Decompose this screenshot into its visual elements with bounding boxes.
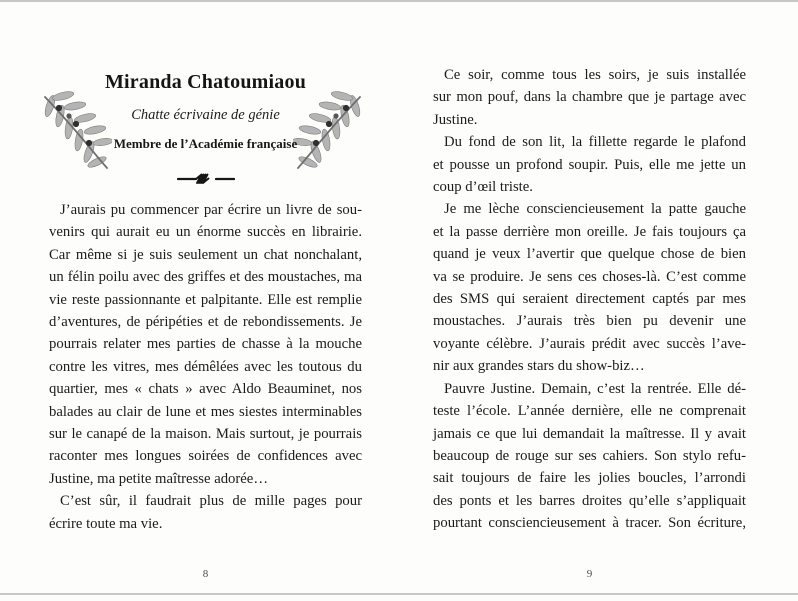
olive-branch-icon [32, 85, 112, 173]
text-line: quartier, mes « chats » avec Aldo Beauminet, nos [49, 381, 362, 398]
text-line: sur le canapé de la maison. Mais surtout, je pourrais [49, 426, 362, 443]
left-page-body [49, 199, 362, 535]
author-name: Miranda Chatoumiaou [104, 71, 307, 93]
right-page-body [433, 64, 746, 535]
text-line: Pauvre Justine. Demain, c’est la rentrée. Elle dé- [444, 380, 746, 397]
paragraph [433, 198, 746, 377]
author-membership: Membre de l’Académie française [113, 136, 298, 151]
text-line: C’est sûr, il faudrait plus de mille pages pour [60, 493, 362, 510]
text-line: va se produire. Je sens ces choses-là. C’est comme [433, 268, 746, 285]
text-line: balades au clair de lune et mes siestes interminables [49, 403, 362, 420]
text-line: voyante célèbre. J’aurais prédit avec succès l’ave- [433, 335, 746, 352]
text-line: sur mon pouf, dans la chambre que je partage avec [433, 89, 746, 106]
text-line: pourrais relater mes parties de chasse à la mouche [49, 336, 362, 353]
text-line: Ce soir, comme tous les soirs, je suis installée [444, 67, 746, 83]
text-line: et la passe derrière mon oreille. Je fais toujours ça [433, 223, 746, 240]
text-line: coup d’œil triste. [433, 179, 533, 196]
text-line: des ponts et les barres droites qu’elle s’appliquait [433, 492, 746, 509]
text-line: teste l’école. L’année dernière, elle ne comprenait [433, 403, 746, 420]
text-line: un félin poilu avec des griffes et des moustaches, ma [49, 269, 362, 286]
chapter-header [49, 0, 362, 196]
text-line: Du fond de son lit, la fillette regarde le plafond [444, 134, 746, 151]
text-line: Car même si je suis seulement un chat nonchalant, [49, 246, 362, 263]
text-line: beaucoup de rouge sur ses cahiers. Son stylo refu- [433, 447, 746, 464]
text-line: Justine, ma petite maîtresse adorée… [49, 470, 269, 487]
right-page [433, 0, 746, 601]
paragraph [433, 378, 746, 535]
paragraph [49, 490, 362, 535]
paragraph [433, 64, 746, 131]
text-line: venirs qui aurait eu un énorme succès en librairie. [49, 224, 362, 241]
text-line: sait toujours de faire les jolies boucles, l’arrondi [433, 470, 746, 487]
text-line: jamais ce que lui demandait la maîtresse. Il y avait [433, 425, 746, 442]
bottom-edge-rule [0, 593, 798, 595]
page-number: 9 [586, 568, 593, 580]
text-line: Justine. [433, 111, 478, 128]
olive-branch-icon [293, 85, 373, 173]
text-line: raconter mes longues soirées de confidences avec [49, 448, 362, 465]
paragraph [49, 199, 362, 490]
text-line: des SMS qui seraient directement captés par mes [433, 291, 746, 308]
text-line: vie reste passionnante et palpitante. Elle est remplie [49, 291, 362, 308]
page-number: 8 [202, 568, 209, 580]
text-line: quand je veux l’avertir que quelque chose de bien [433, 246, 746, 263]
text-line: écrire toute ma vie. [49, 515, 163, 532]
text-line: d’aventures, de péripéties et de rebondissements. Je [49, 314, 362, 331]
author-role: Chatte écrivaine de génie [131, 107, 280, 123]
text-line: moustaches. J’aurais très bien pu devenir une [433, 313, 746, 330]
text-line: J’aurais pu commencer par écrire un livre de sou- [60, 202, 362, 218]
text-line: contre les vitres, mes démêlées avec les toutous du [49, 358, 362, 375]
text-line: nir aux grandes stars du show-biz… [433, 358, 645, 375]
text-line: Je me lèche consciencieusement la patte gauche [444, 201, 746, 218]
rope-twist-rule-icon [177, 171, 235, 186]
paragraph [433, 131, 746, 198]
text-line: pourtant consciencieusement à tracer. Son écriture, [433, 515, 746, 532]
text-line: et pousse un profond soupir. Puis, elle me jette un [433, 156, 746, 173]
left-page [49, 0, 362, 601]
